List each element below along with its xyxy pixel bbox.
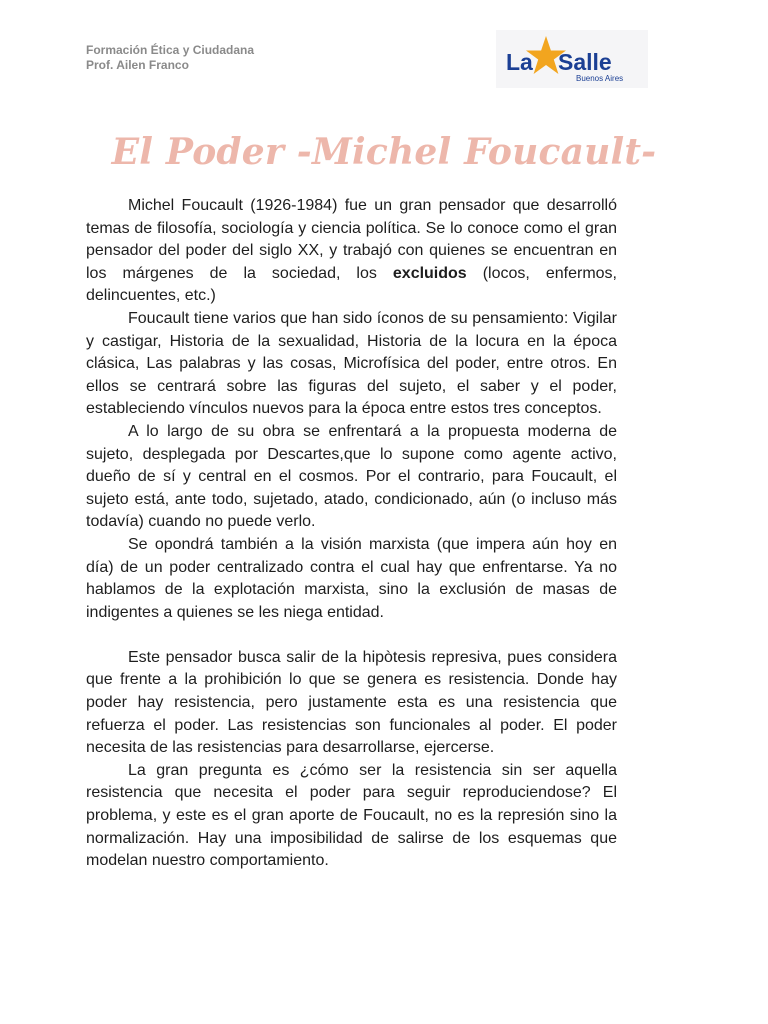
paragraph-4: Se opondrá también a la visión marxista (que impera aún hoy en día) de un poder centralizado contra el cual hay que enfrentarse. Ya no hablamos de la explotación marxista, sino la exclusión de masas de indigentes a quienes se les niega entidad. — [86, 535, 617, 621]
paragraph-3: A lo largo de su obra se enfrentará a la propuesta moderna de sujeto, desplegada por Descartes,que lo supone como agente activo, dueño de sí y central en el cosmos. Por el contrario, para Foucault, el sujeto está, ante todo, sujetado, atado, condicionado, aún (o incluso más todavía) cuando no puede verlo. — [86, 422, 617, 531]
paragraph-1-text-end: (locos, enfermos, delincuentes, etc.) — [86, 264, 617, 305]
document-body — [86, 195, 617, 873]
la-salle-logo — [496, 30, 648, 88]
paragraph-2: Foucault tiene varios que han sido íconos de su pensamiento: Vigilar y castigar, Historia de la sexualidad, Historia de la locura en la época clásica, Las palabras y las cosas, Microfísica del poder, entre otros. En ellos se centrará sobre las figuras del sujeto, el saber y el poder, estableciendo vínculos nuevos para la época entre estos tres conceptos. — [86, 309, 617, 418]
paragraph-5: Este pensador busca salir de la hipòtesis represiva, pues considera que frente a la prohibición lo que se genera es resistencia. Donde hay poder hay resistencia, pero justamente esta es una resistencia que refuerza el poder. Las resistencias son funcionales al poder. El poder necesita de las resistencias para desarrollarse, ejercerse. — [86, 648, 617, 757]
paragraph-6: La gran pregunta es ¿cómo ser la resistencia sin ser aquella resistencia que necesita el poder para seguir reproduciendose? El problema, y este es el gran aporte de Foucault, no es la represión sino la normalización. Hay una imposibilidad de salirse de los esquemas que modelan nuestro comportamiento. — [86, 761, 617, 870]
teacher-name: Prof. Ailen Franco — [86, 58, 189, 72]
paragraph-1 — [86, 195, 617, 308]
logo-subtitle: Buenos Aires — [576, 74, 624, 83]
course-name: Formación Ética y Ciudadana — [86, 43, 255, 57]
page-title: El Poder -Michel Foucault- — [111, 131, 657, 173]
logo-text-la: La — [506, 49, 533, 75]
logo-text-salle: Salle — [558, 49, 612, 75]
paragraph-1-text: Michel Foucault (1926-1984) fue un gran pensador que desarrolló temas de filosofía, sociología y ciencia política. Se lo conoce como el gran pensador del poder del siglo XX, y trabajó con quienes se encuentran en los márgenes de la sociedad, los — [86, 197, 617, 282]
bold-term-excluidos: excluidos — [392, 264, 467, 282]
document-header — [86, 43, 386, 73]
